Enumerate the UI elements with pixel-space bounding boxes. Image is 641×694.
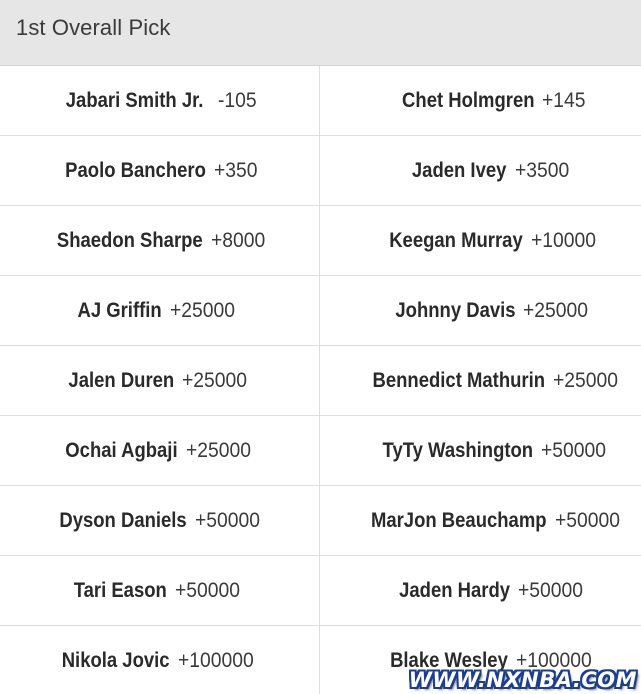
player-name: AJ Griffin (77, 298, 162, 322)
odds-row (0, 136, 641, 206)
odds-value: +3500 (514, 158, 569, 182)
odds-cell[interactable] (0, 276, 320, 345)
odds-value: +350 (213, 158, 258, 182)
odds-value: +8000 (210, 228, 266, 252)
odds-row (0, 276, 641, 346)
odds-cell[interactable] (320, 416, 641, 485)
odds-value: -105 (217, 88, 257, 112)
odds-value: +50000 (518, 578, 584, 602)
odds-cell[interactable] (320, 486, 641, 555)
odds-row (0, 556, 641, 626)
player-name: Bennedict Mathurin (372, 368, 546, 392)
odds-cell[interactable] (0, 626, 320, 694)
odds-value: +100000 (177, 648, 254, 672)
odds-row (0, 66, 641, 136)
section-title: 1st Overall Pick (16, 15, 171, 40)
player-name: MarJon Beauchamp (371, 508, 547, 532)
odds-cell[interactable] (0, 206, 320, 275)
section-header (0, 0, 641, 66)
player-name: Nikola Jovic (61, 648, 170, 672)
odds-cell[interactable] (320, 346, 641, 415)
odds-value: +25000 (182, 368, 248, 392)
odds-row (0, 416, 641, 486)
odds-cell[interactable] (0, 416, 320, 485)
player-name: Paolo Banchero (65, 158, 206, 182)
odds-value: +10000 (531, 228, 597, 252)
site-watermark: WWW.NXNBA.COM (408, 668, 637, 692)
odds-value: +50000 (175, 578, 241, 602)
odds-cell[interactable] (0, 486, 320, 555)
odds-value: +25000 (185, 438, 251, 462)
odds-value: +50000 (540, 438, 606, 462)
odds-row (0, 486, 641, 556)
odds-value: +50000 (194, 508, 260, 532)
player-name: Shaedon Sharpe (57, 228, 203, 252)
odds-cell[interactable] (320, 136, 641, 205)
player-name: Dyson Daniels (59, 508, 187, 532)
odds-value: +100000 (516, 648, 593, 672)
odds-cell[interactable] (0, 66, 320, 135)
odds-cell[interactable] (0, 346, 320, 415)
player-name: Ochai Agbaji (65, 438, 178, 462)
odds-cell[interactable] (320, 66, 641, 135)
player-name: Jabari Smith Jr. (66, 88, 204, 112)
odds-value: +25000 (553, 368, 619, 392)
odds-row (0, 206, 641, 276)
odds-cell[interactable] (320, 556, 641, 625)
odds-cell[interactable] (0, 556, 320, 625)
odds-cell[interactable] (0, 136, 320, 205)
odds-grid (0, 66, 641, 694)
player-name: Blake Wesley (390, 648, 509, 672)
player-name: Jaden Hardy (399, 578, 511, 602)
odds-cell[interactable] (320, 206, 641, 275)
odds-value: +145 (542, 88, 586, 112)
player-name: TyTy Washington (382, 438, 533, 462)
odds-cell[interactable] (320, 276, 641, 345)
player-name: Jaden Ivey (412, 158, 507, 182)
player-name: Tari Eason (73, 578, 168, 602)
odds-value: +50000 (554, 508, 620, 532)
odds-value: +25000 (523, 298, 589, 322)
odds-value: +25000 (170, 298, 236, 322)
player-name: Keegan Murray (389, 228, 524, 252)
player-name: Johnny Davis (395, 298, 516, 322)
odds-row (0, 346, 641, 416)
player-name: Jalen Duren (68, 368, 175, 392)
player-name: Chet Holmgren (401, 88, 535, 112)
